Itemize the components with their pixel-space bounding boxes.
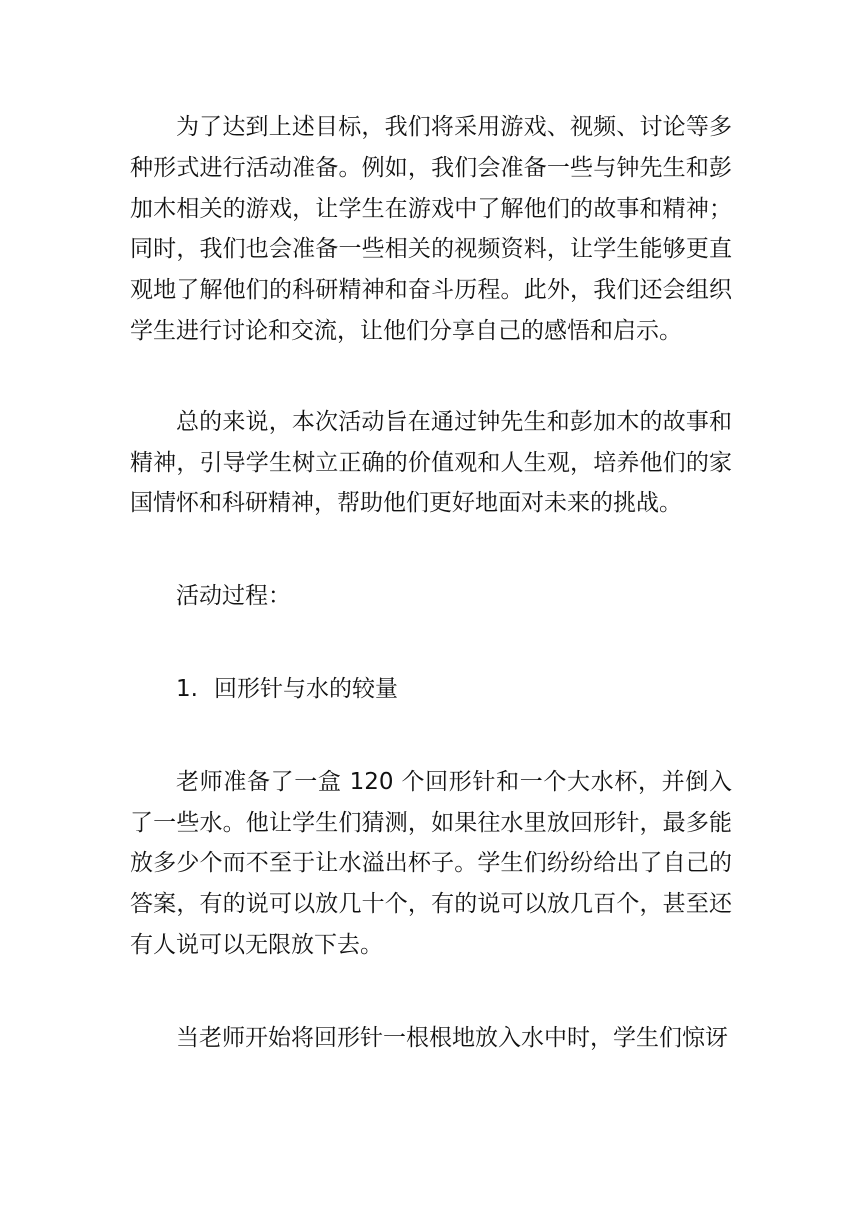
paragraph-paperclip-experiment: 老师准备了一盒 120 个回形针和一个大水杯，并倒入了一些水。他让学生们猜测，如果往水里放回形针，最多能放多少个而不至于让水溢出杯子。学生们纷纷给出了自己的答案，有的说可以放几十个，有的说可以放几百个，甚至还有人说可以无限放下去。 (130, 768, 732, 958)
paragraph-spacer (130, 617, 732, 669)
paragraph-continuation: 当老师开始将回形针一根根地放入水中时，学生们惊讶 (176, 1024, 728, 1051)
paragraph-activity-preparation: 为了达到上述目标，我们将采用游戏、视频、讨论等多种形式进行活动准备。例如，我们会准备一些与钟先生和彭加木相关的游戏，让学生在游戏中了解他们的故事和精神；同时，我们也会准备一些相关的视频资料，让学生能够更直观地了解他们的科研精神和奋斗历程。此外，我们还会组织学生进行讨论和交流，让他们分享自己的感悟和启示。 (130, 114, 732, 344)
paragraph-spacer (130, 352, 732, 402)
paragraph-spacer (130, 524, 732, 576)
paragraph-summary: 总的来说，本次活动旨在通过钟先生和彭加木的故事和精神，引导学生树立正确的价值观和人生观，培养他们的家国情怀和科研精神，帮助他们更好地面对未来的挑战。 (130, 408, 732, 517)
numbered-item (130, 669, 732, 710)
item-title: 回形针与水的较量 (214, 675, 398, 702)
section-heading: 活动过程： (176, 583, 291, 610)
paragraph-spacer (130, 966, 732, 1018)
item-number: 1. (176, 675, 198, 702)
paragraph-spacer (130, 710, 732, 762)
document-page (130, 107, 732, 1059)
